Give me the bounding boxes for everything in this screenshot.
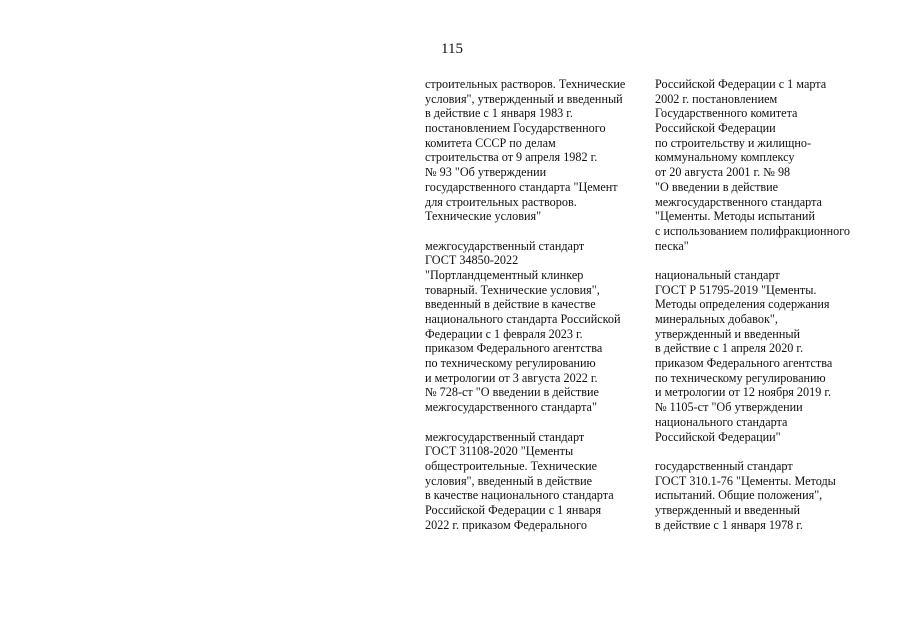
right-column-line: коммунальному комплексу: [655, 150, 795, 165]
left-column-line: введенный в действие в качестве: [425, 297, 596, 312]
right-column-line: приказом Федерального агентства: [655, 356, 833, 371]
left-column-line: товарный. Технические условия",: [425, 282, 600, 297]
right-column-line: испытаний. Общие положения",: [655, 488, 823, 503]
left-column-line: [425, 224, 647, 239]
left-column-line: № 728-ст "О введении в действие: [425, 385, 599, 400]
left-column-line: и метрологии от 3 августа 2022 г.: [425, 370, 598, 385]
left-column-line: по техническому регулированию: [425, 356, 596, 371]
left-column-line: условия", утвержденный и введенный: [425, 91, 623, 106]
right-column-line: 2002 г. постановлением: [655, 91, 778, 106]
left-column-line: приказом Федерального агентства: [425, 341, 603, 356]
right-column-line: в действие с 1 января 1978 г.: [655, 517, 803, 532]
right-column-line: утвержденный и введенный: [655, 326, 801, 341]
right-column-line: государственный стандарт: [655, 458, 793, 473]
right-column-line: [655, 444, 895, 459]
right-column-line: Российской Федерации с 1 марта: [655, 77, 827, 91]
left-column-line: межгосударственный стандарт: [425, 429, 585, 444]
left-column-line: "Портландцементный клинкер: [425, 267, 584, 282]
left-column-line: 2022 г. приказом Федерального: [425, 517, 587, 532]
left-column-line: Российской Федерации с 1 января: [425, 502, 602, 517]
left-column-line: Технические условия": [425, 209, 542, 224]
right-column-line: и метрологии от 12 ноября 2019 г.: [655, 385, 832, 400]
right-column-line: Российской Федерации": [655, 429, 781, 444]
right-column-line: Государственного комитета: [655, 106, 798, 121]
right-column-line: национального стандарта: [655, 414, 788, 429]
left-column-line: в действие с 1 января 1983 г.: [425, 106, 573, 121]
right-column-line: ГОСТ 310.1-76 "Цементы. Методы: [655, 473, 836, 488]
left-column-line: ГОСТ 34850-2022: [425, 253, 519, 268]
left-column-line: ГОСТ 31108-2020 "Цементы: [425, 444, 574, 459]
left-column-line: в качестве национального стандарта: [425, 488, 614, 503]
right-column-line: по техническому регулированию: [655, 370, 826, 385]
right-column-line: [655, 253, 895, 268]
left-column-line: межгосударственный стандарт: [425, 238, 585, 253]
right-column-line: Методы определения содержания: [655, 297, 830, 312]
left-column-line: государственного стандарта "Цемент: [425, 179, 618, 194]
right-column-line: межгосударственного стандарта: [655, 194, 822, 209]
left-column-line: [425, 415, 647, 430]
left-column-line: постановлением Государственного: [425, 121, 606, 136]
right-column-line: национальный стандарт: [655, 267, 780, 282]
left-column: [425, 77, 647, 532]
right-column-line: от 20 августа 2001 г. № 98: [655, 165, 791, 180]
right-column-line: утвержденный и введенный: [655, 502, 801, 517]
right-column-line: Российской Федерации: [655, 121, 776, 136]
right-column-line: песка": [655, 238, 689, 253]
left-column-line: национального стандарта Российской: [425, 312, 621, 326]
left-column-line: строительства от 9 апреля 1982 г.: [425, 150, 598, 165]
right-column: [655, 77, 895, 532]
right-column-line: ГОСТ Р 51795-2019 "Цементы.: [655, 282, 817, 297]
left-column-line: общестроительные. Технические: [425, 458, 598, 473]
left-column-line: условия", введенный в действие: [425, 473, 593, 488]
left-column-line: № 93 "Об утверждении: [425, 165, 547, 180]
right-column-line: в действие с 1 апреля 2020 г.: [655, 341, 804, 356]
left-column-line: межгосударственного стандарта": [425, 400, 597, 415]
right-column-line: "О введении в действие: [655, 179, 779, 194]
left-column-line: Федерации с 1 февраля 2023 г.: [425, 326, 583, 341]
right-column-line: минеральных добавок",: [655, 312, 778, 326]
left-column-line: для строительных растворов.: [425, 194, 577, 209]
right-column-line: "Цементы. Методы испытаний: [655, 209, 815, 224]
left-column-line: строительных растворов. Технические: [425, 77, 626, 91]
right-column-line: № 1105-ст "Об утверждении: [655, 400, 803, 415]
left-column-line: комитета СССР по делам: [425, 135, 556, 150]
page-number: 115: [441, 41, 463, 57]
right-column-line: с использованием полифракционного: [655, 223, 850, 238]
right-column-line: по строительству и жилищно-: [655, 135, 812, 150]
